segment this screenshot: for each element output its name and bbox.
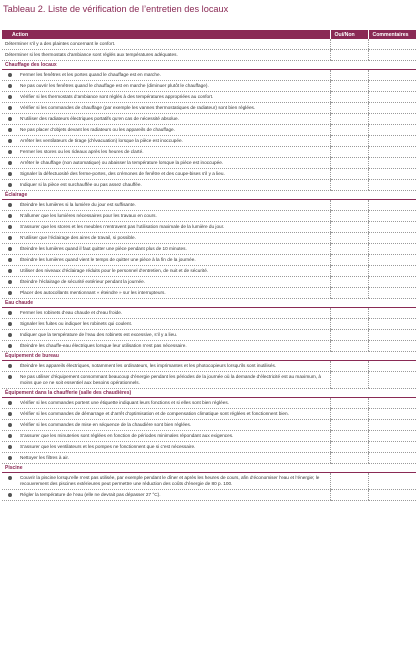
bullet-icon	[8, 214, 12, 218]
table-row	[2, 255, 416, 266]
table-row	[2, 308, 416, 319]
action-cell	[2, 473, 330, 490]
comments-cell[interactable]	[368, 372, 416, 389]
yes-no-cell[interactable]	[330, 442, 368, 453]
action-cell	[2, 420, 330, 431]
action-text: Indiquer que la température de l’eau des robinets est excessive, s’il y a lieu.	[20, 332, 178, 337]
bullet-icon	[8, 311, 12, 315]
bullet-icon	[8, 401, 12, 405]
action-text: Arrêter le chauffage (non automatique) ou abaisser la température lorsque la pièce est inoccupée.	[20, 160, 224, 165]
action-cell	[2, 158, 330, 169]
action-text: Fermer les fenêtres et les portes quand le chauffage est en marche.	[20, 72, 161, 77]
table-row	[2, 70, 416, 81]
action-text: Arrêter les ventilateurs de tirage (d’évacuation) lorsque la pièce est inoccupée.	[20, 138, 183, 143]
action-text: Signaler les fuites ou indiquer les robinets qui coulent.	[20, 321, 133, 326]
action-cell	[2, 39, 330, 50]
action-cell	[2, 222, 330, 233]
yes-no-cell[interactable]	[330, 114, 368, 125]
yes-no-cell[interactable]	[330, 361, 368, 372]
action-cell	[2, 114, 330, 125]
action-text: N’utiliser des radiateurs électriques portatifs qu’en cas de nécessité absolue.	[20, 116, 179, 121]
action-text: Fermer les stores ou les rideaux après les heures de clarté.	[20, 149, 144, 154]
header-action: Action	[2, 30, 330, 39]
action-cell	[2, 233, 330, 244]
bullet-icon	[8, 172, 12, 176]
yes-no-cell[interactable]	[330, 490, 368, 501]
table-row	[2, 277, 416, 288]
comments-cell[interactable]	[368, 222, 416, 233]
section-header-row	[2, 464, 416, 473]
action-cell	[2, 453, 330, 464]
action-text: S’assurer que les ventilateurs et les pompes ne fonctionnent que si c’est nécessaire.	[20, 444, 196, 449]
comments-cell[interactable]	[368, 169, 416, 180]
yes-no-cell[interactable]	[330, 341, 368, 352]
bullet-icon	[8, 375, 12, 379]
action-cell	[2, 70, 330, 81]
table-title: Tableau 2. Liste de vérification de l’entretien des locaux	[3, 4, 229, 14]
action-cell	[2, 81, 330, 92]
yes-no-cell[interactable]	[330, 266, 368, 277]
bullet-icon	[8, 236, 12, 240]
table-row	[2, 125, 416, 136]
yes-no-cell[interactable]	[330, 255, 368, 266]
yes-no-cell[interactable]	[330, 147, 368, 158]
table-row	[2, 288, 416, 299]
action-text: Nettoyer les filtres à air.	[20, 455, 69, 460]
comments-cell[interactable]	[368, 39, 416, 50]
section-header-row	[2, 352, 416, 361]
yes-no-cell[interactable]	[330, 453, 368, 464]
action-text: Indiquer si la pièce est surchauffée ou pas assez chauffée.	[20, 182, 142, 187]
table-body	[2, 39, 416, 501]
bullet-icon	[8, 445, 12, 449]
section-title: Éclairage	[2, 191, 416, 200]
yes-no-cell[interactable]	[330, 233, 368, 244]
yes-no-cell[interactable]	[330, 50, 368, 61]
bullet-icon	[8, 322, 12, 326]
bullet-icon	[8, 150, 12, 154]
yes-no-cell[interactable]	[330, 288, 368, 299]
comments-cell[interactable]	[368, 319, 416, 330]
action-cell	[2, 211, 330, 222]
action-text: Éteindre les appareils électriques, notamment les ordinateurs, les imprimantes et les photocopieurs lorsqu’ils sont inutilisés.	[20, 363, 277, 368]
action-text: Ne pas placer d’objets devant les radiateurs ou les appareils de chauffage.	[20, 127, 175, 132]
action-cell	[2, 442, 330, 453]
header-comments: Commentaires	[368, 30, 416, 39]
table-row	[2, 39, 416, 50]
comments-cell[interactable]	[368, 341, 416, 352]
action-cell	[2, 398, 330, 409]
table-row	[2, 158, 416, 169]
action-text: Placer des autocollants mentionnant « éteindre » sur les interrupteurs.	[20, 290, 166, 295]
action-cell	[2, 308, 330, 319]
header-yes-no: Oui/Non	[330, 30, 368, 39]
comments-cell[interactable]	[368, 453, 416, 464]
action-text: Signaler la défectuosité des ferme-portes, des crémones de fenêtre et des coupe-bises s’il y a lieu.	[20, 171, 225, 176]
bullet-icon	[8, 493, 12, 497]
table-row	[2, 136, 416, 147]
comments-cell[interactable]	[368, 473, 416, 490]
action-cell	[2, 431, 330, 442]
comments-cell[interactable]	[368, 92, 416, 103]
action-text: S’assurer que les stores et les meubles n’entravent pas l’utilisation maximale de la lumière du jour.	[20, 224, 225, 229]
yes-no-cell[interactable]	[330, 39, 368, 50]
action-cell	[2, 125, 330, 136]
yes-no-cell[interactable]	[330, 92, 368, 103]
action-text: Fermer les robinets d’eau chaude et d’eau froide.	[20, 310, 123, 315]
table-row	[2, 420, 416, 431]
action-cell	[2, 266, 330, 277]
table-row	[2, 266, 416, 277]
table-row	[2, 200, 416, 211]
yes-no-cell[interactable]	[330, 473, 368, 490]
comments-cell[interactable]	[368, 409, 416, 420]
comments-cell[interactable]	[368, 490, 416, 501]
table-row	[2, 442, 416, 453]
comments-cell[interactable]	[368, 233, 416, 244]
comments-cell[interactable]	[368, 420, 416, 431]
checklist-table	[2, 30, 416, 501]
action-cell	[2, 50, 330, 61]
yes-no-cell[interactable]	[330, 222, 368, 233]
section-header-row	[2, 389, 416, 398]
yes-no-cell[interactable]	[330, 136, 368, 147]
yes-no-cell[interactable]	[330, 330, 368, 341]
section-title: Équipement dans la chaufferie (salle des chaudières)	[2, 389, 416, 398]
action-text: Éteindre les lumières quand il faut quitter une pièce pendant plus de 10 minutes.	[20, 246, 187, 251]
action-cell	[2, 490, 330, 501]
action-cell	[2, 169, 330, 180]
header-row	[2, 30, 416, 39]
table-row	[2, 114, 416, 125]
action-text: Ne pas utiliser d’équipement consommant beaucoup d’énergie pendant les périodes de la journée où la demande d’électricité est au maximum, à moins que ce ne soit essentiel aux besoins opérationnels.	[20, 374, 321, 385]
table-row	[2, 147, 416, 158]
table-row	[2, 319, 416, 330]
table-row	[2, 50, 416, 61]
action-cell	[2, 372, 330, 389]
action-cell	[2, 341, 330, 352]
comments-cell[interactable]	[368, 211, 416, 222]
action-cell	[2, 200, 330, 211]
bullet-icon	[8, 247, 12, 251]
section-title: Chauffage des locaux	[2, 61, 416, 70]
action-text: Régler la température de l’eau (elle ne devrait pas dépasser 27 °C).	[20, 492, 161, 497]
table-row	[2, 361, 416, 372]
table-row	[2, 169, 416, 180]
action-cell	[2, 147, 330, 158]
action-text: Éteindre les lumières si la lumière du jour est suffisante.	[20, 202, 136, 207]
yes-no-cell[interactable]	[330, 81, 368, 92]
comments-cell[interactable]	[368, 200, 416, 211]
action-text: Déterminer si les thermostats d’ambiance sont réglés aux températures adéquates.	[5, 52, 178, 57]
yes-no-cell[interactable]	[330, 200, 368, 211]
action-cell	[2, 277, 330, 288]
bullet-icon	[8, 106, 12, 110]
comments-cell[interactable]	[368, 266, 416, 277]
action-text: Vérifier si les thermostats d’ambiance sont réglés à des températures appropriées au confort.	[20, 94, 214, 99]
yes-no-cell[interactable]	[330, 103, 368, 114]
yes-no-cell[interactable]	[330, 211, 368, 222]
yes-no-cell[interactable]	[330, 125, 368, 136]
action-cell	[2, 255, 330, 266]
comments-cell[interactable]	[368, 277, 416, 288]
bullet-icon	[8, 456, 12, 460]
bullet-icon	[8, 423, 12, 427]
table-row	[2, 81, 416, 92]
bullet-icon	[8, 291, 12, 295]
table-row	[2, 180, 416, 191]
table-row	[2, 211, 416, 222]
table-row	[2, 398, 416, 409]
bullet-icon	[8, 476, 12, 480]
table-row	[2, 233, 416, 244]
yes-no-cell[interactable]	[330, 372, 368, 389]
bullet-icon	[8, 84, 12, 88]
table-row	[2, 92, 416, 103]
comments-cell[interactable]	[368, 114, 416, 125]
bullet-icon	[8, 258, 12, 262]
action-cell	[2, 330, 330, 341]
comments-cell[interactable]	[368, 255, 416, 266]
action-text: Éteindre les lumières quand vient le temps de quitter une pièce à la fin de la journée.	[20, 257, 196, 262]
bullet-icon	[8, 139, 12, 143]
yes-no-cell[interactable]	[330, 158, 368, 169]
bullet-icon	[8, 412, 12, 416]
table-row	[2, 222, 416, 233]
action-text: Utiliser des niveaux d’éclairage réduits pour le personnel d’entretien, de nuit et de sécurité.	[20, 268, 209, 273]
bullet-icon	[8, 280, 12, 284]
bullet-icon	[8, 269, 12, 273]
action-text: Vérifier si les commandes de mise en séquence de la chaudière sont bien réglées.	[20, 422, 192, 427]
comments-cell[interactable]	[368, 361, 416, 372]
action-text: N’utiliser que l’éclairage des aires de travail, si possible.	[20, 235, 136, 240]
yes-no-cell[interactable]	[330, 398, 368, 409]
section-title: Eau chaude	[2, 299, 416, 308]
action-text: Couvrir la piscine lorsqu’elle n’est pas utilisée, par exemple pendant le dîner et après les heures de cours, afin d’économiser l’eau et l’énergie; le recouvrement des piscines extérieures peut permettre une réduction des coûts d’énergie de 80 p. 100.	[20, 475, 320, 486]
section-header-row	[2, 191, 416, 200]
bullet-icon	[8, 73, 12, 77]
yes-no-cell[interactable]	[330, 420, 368, 431]
action-cell	[2, 361, 330, 372]
bullet-icon	[8, 203, 12, 207]
comments-cell[interactable]	[368, 50, 416, 61]
action-cell	[2, 92, 330, 103]
section-header-row	[2, 61, 416, 70]
bullet-icon	[8, 128, 12, 132]
table-row	[2, 330, 416, 341]
table-row	[2, 453, 416, 464]
bullet-icon	[8, 225, 12, 229]
yes-no-cell[interactable]	[330, 180, 368, 191]
table-row	[2, 341, 416, 352]
yes-no-cell[interactable]	[330, 277, 368, 288]
yes-no-cell[interactable]	[330, 70, 368, 81]
comments-cell[interactable]	[368, 125, 416, 136]
table-row	[2, 431, 416, 442]
comments-cell[interactable]	[368, 308, 416, 319]
action-cell	[2, 244, 330, 255]
action-cell	[2, 288, 330, 299]
bullet-icon	[8, 364, 12, 368]
action-text: Éteindre l’éclairage de sécurité extérieur pendant la journée.	[20, 279, 146, 284]
comments-cell[interactable]	[368, 81, 416, 92]
bullet-icon	[8, 344, 12, 348]
comments-cell[interactable]	[368, 330, 416, 341]
yes-no-cell[interactable]	[330, 244, 368, 255]
table-row	[2, 103, 416, 114]
table-row	[2, 409, 416, 420]
action-text: Vérifier si les commandes de chauffage (par exemple les vannes thermostatiques de radiateur) sont bien réglées.	[20, 105, 256, 110]
yes-no-cell[interactable]	[330, 308, 368, 319]
comments-cell[interactable]	[368, 103, 416, 114]
comments-cell[interactable]	[368, 288, 416, 299]
action-text: S’assurer que les minuteries sont réglées en fonction de périodes minimales répondant aux exigences.	[20, 433, 234, 438]
comments-cell[interactable]	[368, 398, 416, 409]
bullet-icon	[8, 333, 12, 337]
comments-cell[interactable]	[368, 442, 416, 453]
yes-no-cell[interactable]	[330, 409, 368, 420]
action-cell	[2, 136, 330, 147]
table-row	[2, 490, 416, 501]
action-text: Éteindre les chauffe-eau électriques lorsque leur utilisation n’est pas nécessaire.	[20, 343, 187, 348]
action-cell	[2, 409, 330, 420]
action-text: Vérifier si les commandes de démarrage et d’arrêt d’optimisation et de compensation climatique sont réglées et fonctionnent bien.	[20, 411, 289, 416]
bullet-icon	[8, 117, 12, 121]
yes-no-cell[interactable]	[330, 431, 368, 442]
comments-cell[interactable]	[368, 158, 416, 169]
action-cell	[2, 180, 330, 191]
bullet-icon	[8, 95, 12, 99]
yes-no-cell[interactable]	[330, 169, 368, 180]
action-text: Ne pas ouvrir les fenêtres quand le chauffage est en marche (diminuer plutôt le chauffage).	[20, 83, 209, 88]
action-text: N’allumer que les lumières nécessaires pour les travaux en cours.	[20, 213, 157, 218]
table-row	[2, 244, 416, 255]
comments-cell[interactable]	[368, 147, 416, 158]
section-header-row	[2, 299, 416, 308]
table-row	[2, 372, 416, 389]
comments-cell[interactable]	[368, 431, 416, 442]
action-cell	[2, 103, 330, 114]
bullet-icon	[8, 434, 12, 438]
comments-cell[interactable]	[368, 244, 416, 255]
yes-no-cell[interactable]	[330, 319, 368, 330]
comments-cell[interactable]	[368, 70, 416, 81]
section-title: Équipement de bureau	[2, 352, 416, 361]
section-title: Piscine	[2, 464, 416, 473]
bullet-icon	[8, 161, 12, 165]
action-cell	[2, 319, 330, 330]
bullet-icon	[8, 183, 12, 187]
table-row	[2, 473, 416, 490]
comments-cell[interactable]	[368, 136, 416, 147]
comments-cell[interactable]	[368, 180, 416, 191]
action-text: Vérifier si les commandes portent une étiquette indiquant leurs fonctions et si elles sont bien réglées.	[20, 400, 229, 405]
action-text: Déterminer s’il y a des plaintes concernant le confort.	[5, 41, 116, 46]
